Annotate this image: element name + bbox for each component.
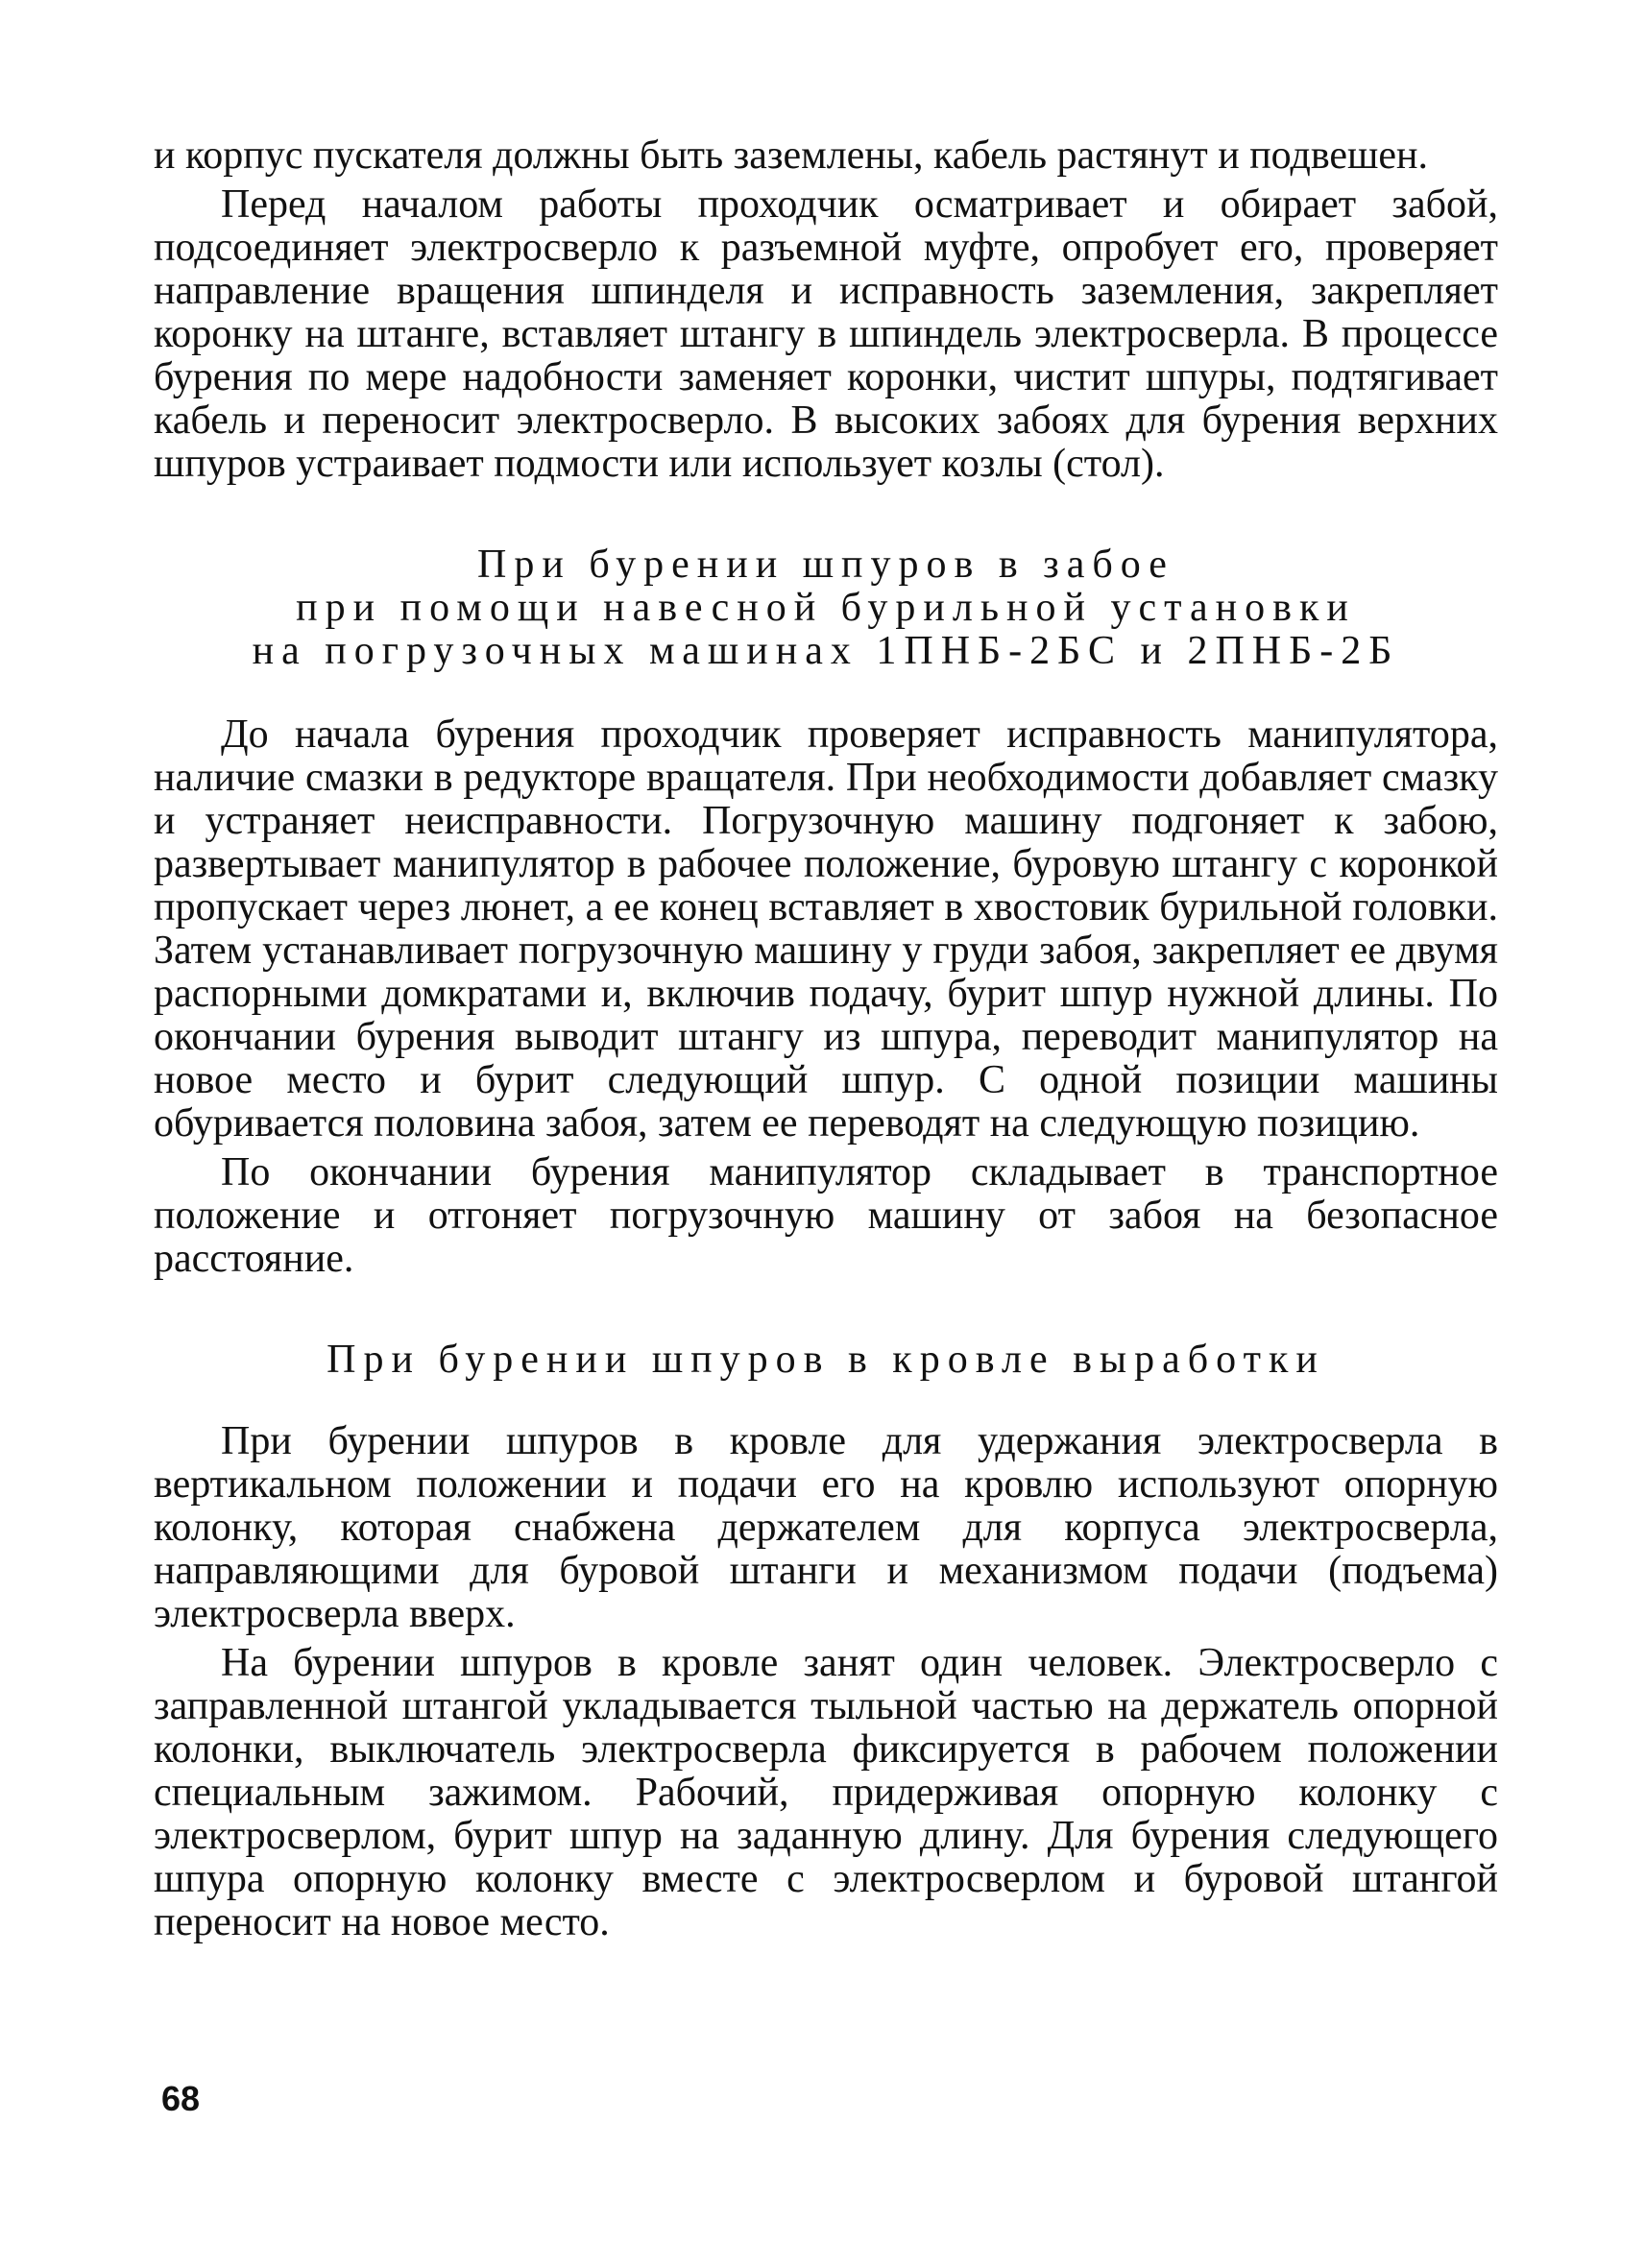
paragraph-one-worker: На бурении шпуров в кровле занят один человек. Электросверло с заправленной штангой укладывается тыльной частью на держатель опорной колонки, выключатель электросверла фиксируется в рабочем положении специальным зажимом. Рабочий, придерживая опорную колонку с электросверлом, бурит шпур на заданную длину. Для бурения следующего шпура опорную колонку вместе с электросверлом и буровой штангой переносит на новое место.	[154, 1641, 1498, 1944]
heading-line: при помощи навесной бурильной установки	[296, 586, 1356, 630]
paragraph-continuation: и корпус пускателя должны быть заземлены, кабель растянут и подвешен.	[154, 133, 1429, 178]
heading-line: на погрузочных машинах 1ПНБ-2БС и 2ПНБ-2Б	[252, 629, 1400, 673]
section-heading-roof-drilling	[154, 1339, 1498, 1382]
heading-line: При бурении шпуров в забое	[477, 543, 1174, 587]
section-heading-face-drilling	[154, 543, 1498, 673]
paragraph-manipulator-check: До начала бурения проходчик проверяет исправность манипулятора, наличие смазки в редукторе вращателя. При необходимости добавляет смазку и устраняет неисправности. Погрузочную машину подгоняет к забою, развертывает манипулятор в рабочее положение, буровую штангу с коронкой пропускает через люнет, а ее конец вставляет в хвостовик бурильной головки. Затем устанавливает погрузочную машину у груди забоя, закрепляет ее двумя распорными домкратами и, включив подачу, бурит шпур нужной длины. По окончании бурения выводит штангу из шпура, переводит манипулятор на новое место и бурит следующий шпур. С одной позиции машины обуривается половина забоя, затем ее переводят на следующую позицию.	[154, 712, 1498, 1146]
heading-line: При бурении шпуров в кровле выработки	[327, 1338, 1325, 1382]
book-page	[154, 134, 1498, 1944]
paragraph-support-column: При бурении шпуров в кровле для удержания электросверла в вертикальном положении и подачи его на кровлю используют опорную колонку, которая снабжена держателем для корпуса электросверла, направляющими для буровой штанги и механизмом подачи (подъема) электросверла вверх.	[154, 1419, 1498, 1636]
page-number: 68	[161, 2079, 201, 2118]
paragraph-transport-position: По окончании бурения манипулятор складывает в транспортное положение и отгоняет погрузочную машину от забоя на безопасное расстояние.	[154, 1150, 1498, 1281]
paragraph-preparation: Перед началом работы проходчик осматривает и обирает забой, подсоединяет электросверло к разъемной муфте, опробует его, проверяет направление вращения шпинделя и исправность заземления, закрепляет коронку на штанге, вставляет штангу в шпиндель электросверла. В процессе бурения по мере надобности заменяет коронки, чистит шпуры, подтягивает кабель и переносит электросверло. В высоких забоях для бурения верхних шпуров устраивает подмости или использует козлы (стол).	[154, 182, 1498, 486]
